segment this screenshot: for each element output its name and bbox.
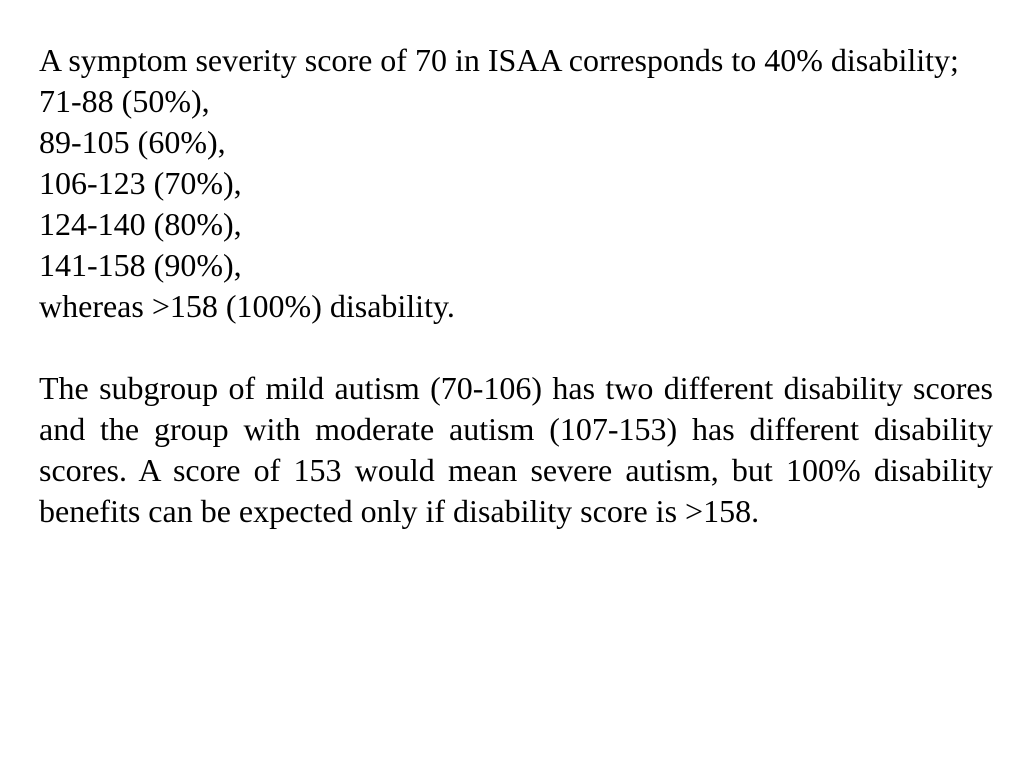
range-item: 124-140 (80%), xyxy=(39,206,242,242)
closing-text: whereas >158 (100%) disability. xyxy=(39,288,455,324)
range-item: 141-158 (90%), xyxy=(39,247,242,283)
range-item: 71-88 (50%), xyxy=(39,83,210,119)
intro-text: A symptom severity score of 70 in ISAA corresponds to 40% disability; xyxy=(39,42,959,78)
range-item: 89-105 (60%), xyxy=(39,124,226,160)
range-item: 106-123 (70%), xyxy=(39,165,242,201)
paragraph-spacer xyxy=(39,327,993,368)
second-paragraph: The subgroup of mild autism (70-106) has two different disability scores and the group with moderate autism (107-153) has different disability scores. A score of 153 would mean severe autism, but 100% disability benefits can be expected only if disability score is >158. xyxy=(39,370,993,529)
document-body xyxy=(39,40,993,532)
